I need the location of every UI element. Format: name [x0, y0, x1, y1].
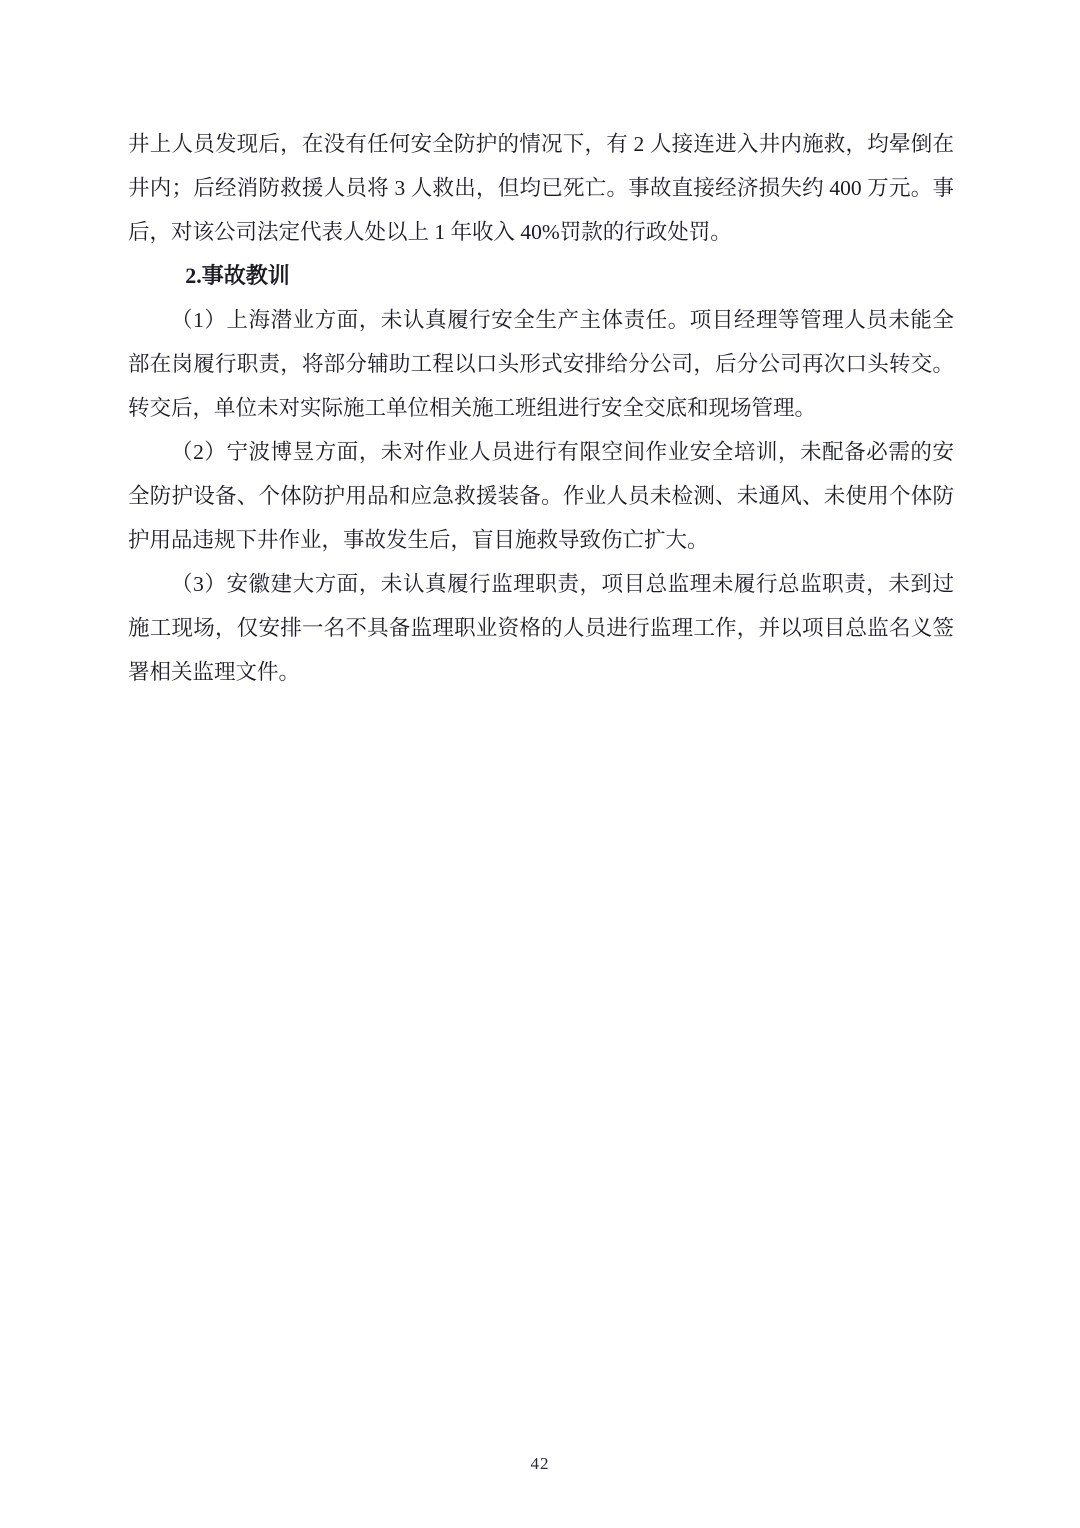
paragraph-item-2: （2）宁波博昱方面，未对作业人员进行有限空间作业安全培训，未配备必需的安全防护设备、个体防护用品和应急救援装备。作业人员未检测、未通风、未使用个体防护用品违规下井作业，事故发生后，盲目施救导致伤亡扩大。: [128, 440, 954, 552]
paragraph-continuation: 井上人员发现后，在没有任何安全防护的情况下，有 2 人接连进入井内施救，均晕倒在井内；后经消防救援人员将 3 人救出，但均已死亡。事故直接经济损失约 400 万元。事后，对该公司法定代表人处以上 1 年收入 40%罚款的行政处罚。: [128, 132, 954, 244]
section-heading: 2.事故教训: [185, 263, 290, 288]
document-body: [128, 122, 954, 694]
page-number: 42: [530, 1454, 550, 1473]
paragraph-item-1: （1）上海潜业方面，未认真履行安全生产主体责任。项目经理等管理人员未能全部在岗履行职责，将部分辅助工程以口头形式安排给分公司，后分公司再次口头转交。转交后，单位未对实际施工单位相关施工班组进行安全交底和现场管理。: [128, 308, 954, 420]
paragraph-item-3: （3）安徽建大方面，未认真履行监理职责，项目总监理未履行总监职责，未到过施工现场，仅安排一名不具备监理职业资格的人员进行监理工作，并以项目总监名义签署相关监理文件。: [128, 572, 954, 684]
